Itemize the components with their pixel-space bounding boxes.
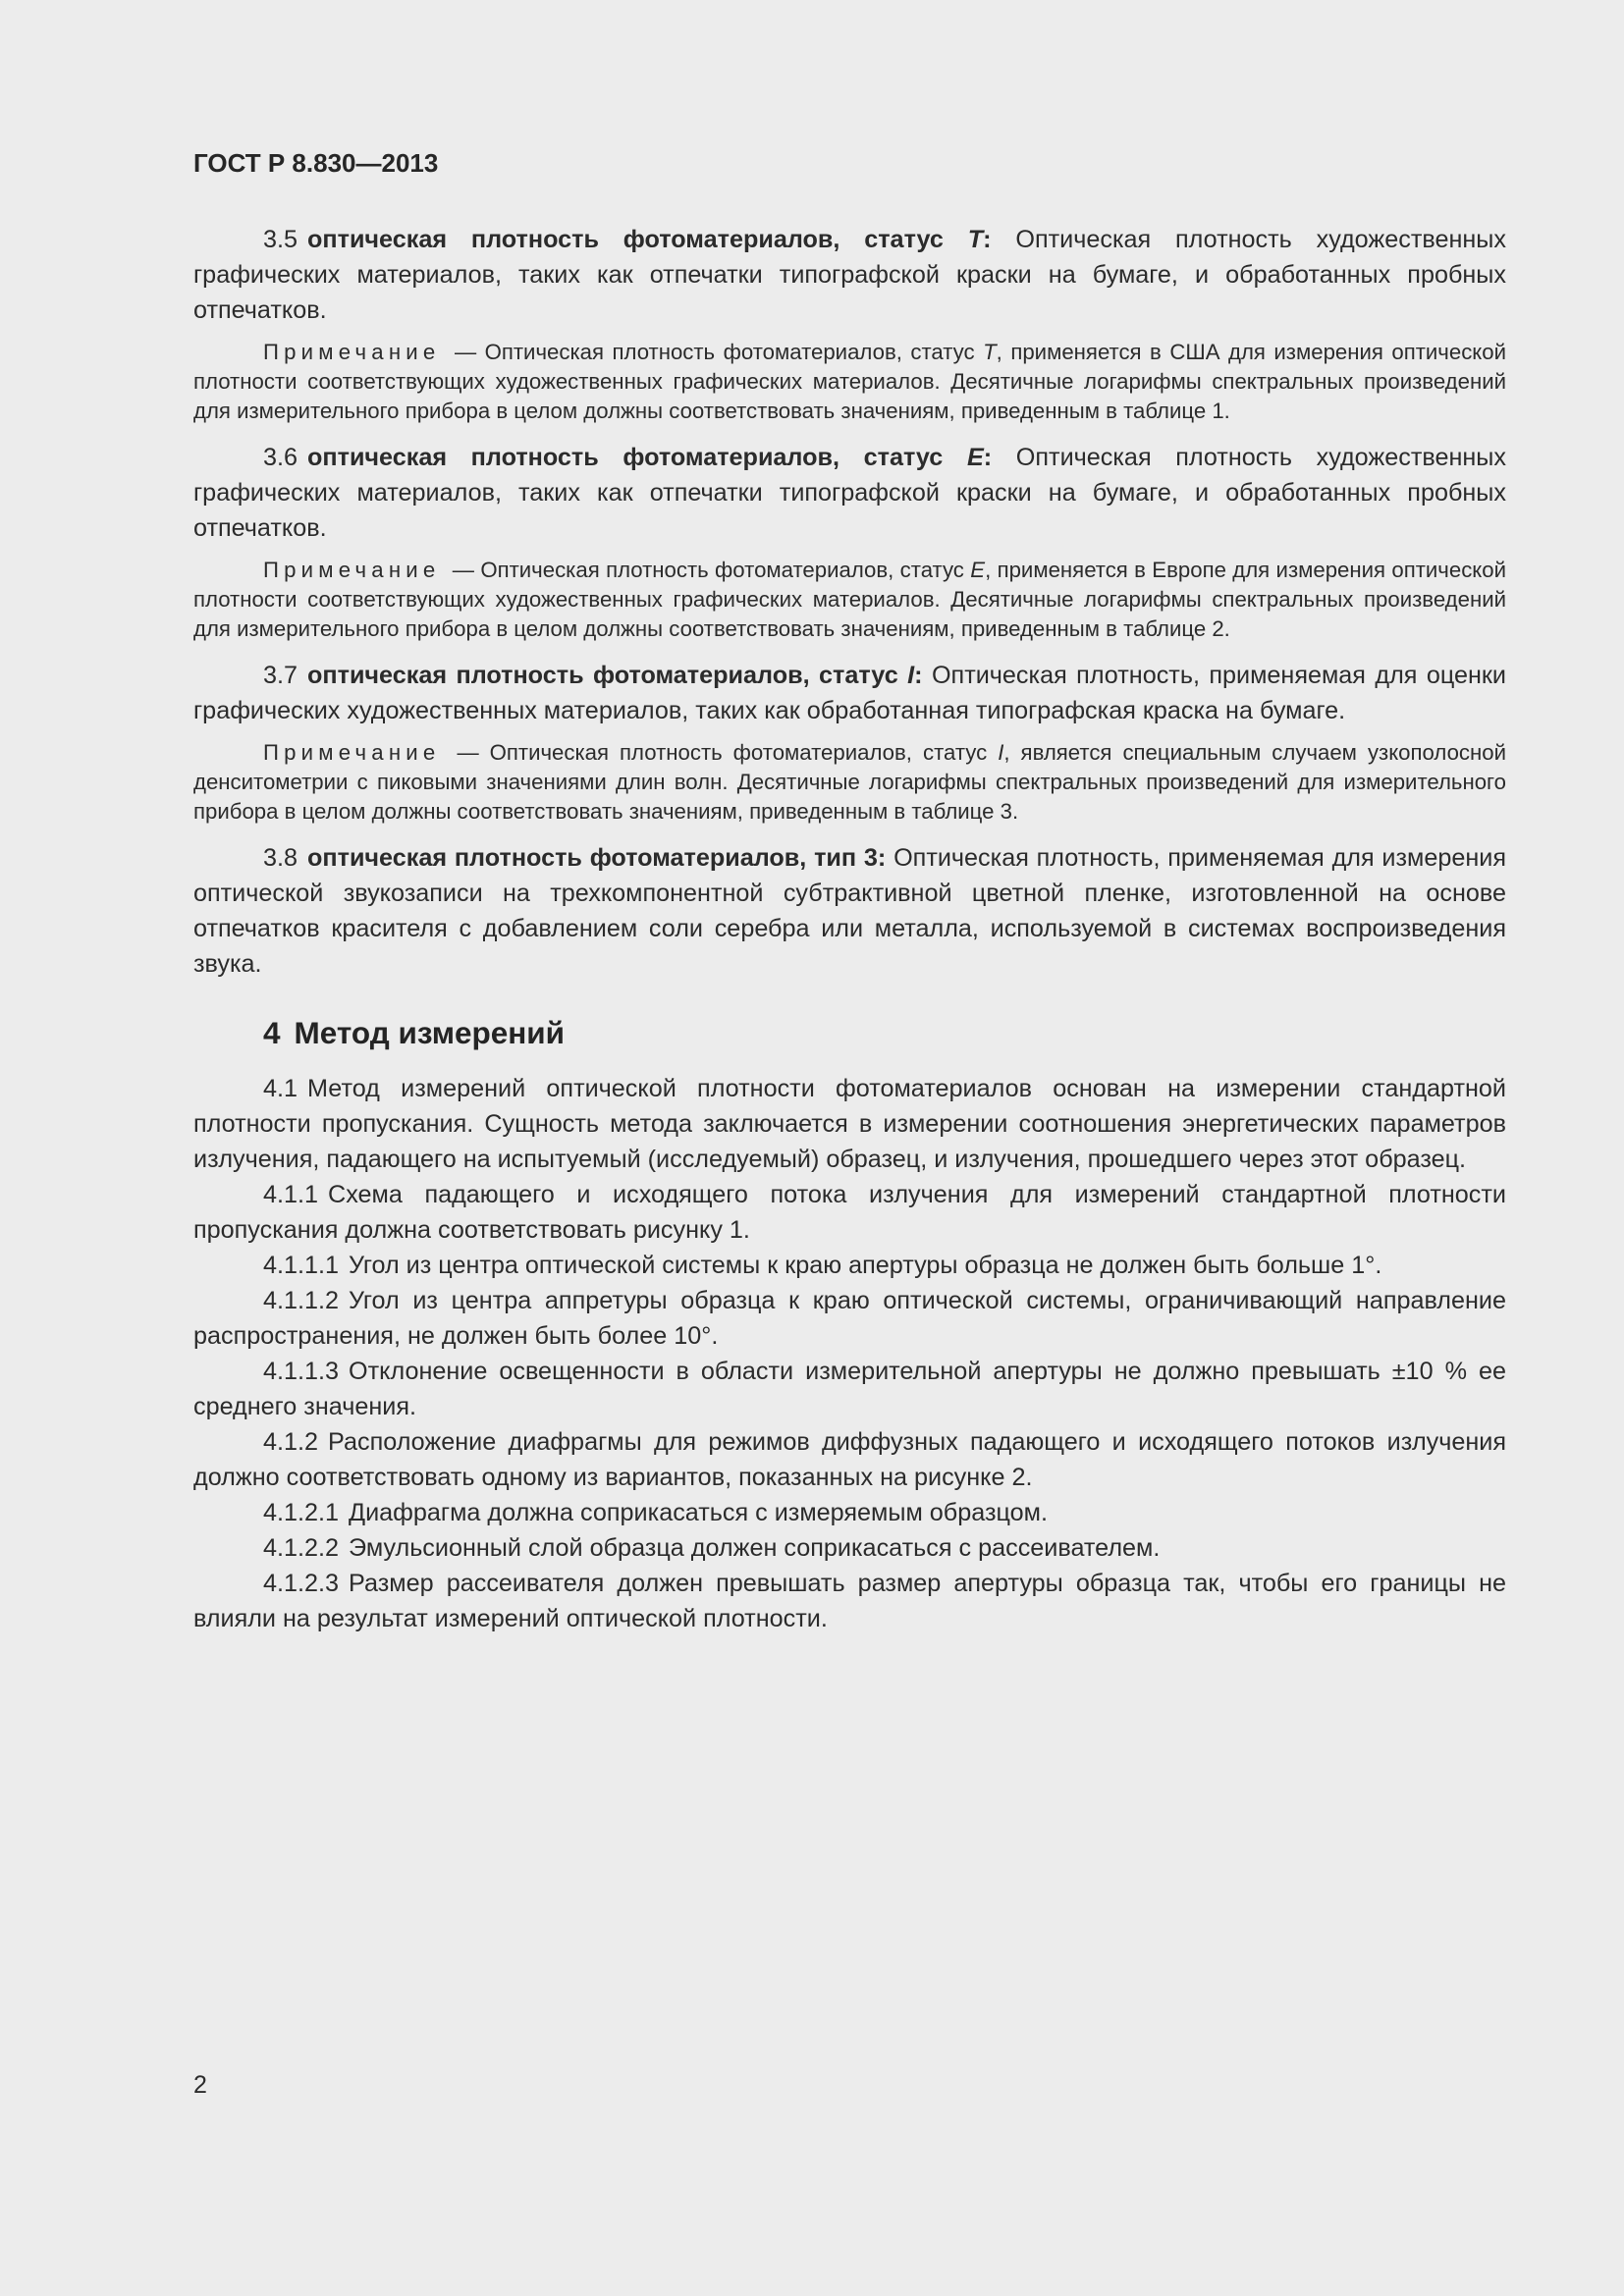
clause-number: 3.8 [263, 844, 298, 872]
definition-text: Оптическая плотность, применяемая для оценки графических художественных материалов, таких как обработанная типографская краска на бумаге. [193, 662, 1507, 724]
clause-number: 4.1.1.1 [263, 1252, 340, 1279]
clause-paragraph [193, 1424, 1506, 1495]
clause-paragraph [193, 1566, 1506, 1636]
note-label: Примечание [263, 740, 441, 765]
definition-3-7 [193, 658, 1506, 728]
section-title: Метод измерений [294, 1015, 566, 1050]
note-3-7: Примечание — Оптическая плотность фотоматериалов, статус I, является специальным случаем узкополосной денситометрии с пиковыми значениями длин волн. Десятичные логарифмы спектральных произведений для измерительного прибора в целом должны соответствовать значениям, приведенным в таблице 3. [193, 740, 1506, 824]
clause-number: 4.1.1.2 [263, 1287, 340, 1314]
clause-number: 4.1.1 [263, 1181, 319, 1208]
note-3-6: Примечание — Оптическая плотность фотоматериалов, статус E, применяется в Европе для измерения оптической плотности соответствующих художественных графических материалов. Десятичные логарифмы спектральных произведений для измерительного прибора в целом должны соответствовать значениям, приведенным в таблице 2. [193, 558, 1506, 641]
clause-text: Эмульсионный слой образца должен соприкасаться с рассеивателем. [349, 1534, 1161, 1562]
clause-number: 4.1.2.3 [263, 1570, 340, 1597]
page-number: 2 [193, 2071, 207, 2099]
definition-text: Оптическая плотность, применяемая для измерения оптической звукозаписи на трехкомпонентной субтрактивной цветной пленке, изготовленной на основе отпечатков красителя с добавлением соли серебра или металла, используемой в системах воспроизведения звука. [193, 844, 1506, 978]
term: оптическая плотность фотоматериалов, тип 3: [307, 844, 887, 872]
clause-text: Угол из центра оптической системы к краю апертуры образца не должен быть больше 1°. [349, 1252, 1382, 1279]
note-label: Примечание [263, 340, 441, 364]
clause-text: Отклонение освещенности в области измерительной апертуры не должно превышать ±10 % ее среднего значения. [193, 1358, 1506, 1420]
clause-number: 4.1.2.1 [263, 1499, 340, 1526]
clause-number: 4.1.1.3 [263, 1358, 340, 1385]
clause-text: Угол из центра аппретуры образца к краю оптической системы, ограничивающий направление распространения, не должен быть более 10°. [193, 1287, 1506, 1350]
document-body [193, 222, 1506, 1636]
clause-number: 4.1.2.2 [263, 1534, 340, 1562]
clause-text: Размер рассеивателя должен превышать размер апертуры образца так, чтобы его границы не влияли на результат измерений оптической плотности. [193, 1570, 1506, 1632]
clause-paragraph [193, 1248, 1506, 1283]
clause-paragraph [193, 1177, 1506, 1248]
clause-paragraph [193, 1354, 1506, 1424]
definition-3-6 [193, 440, 1506, 546]
term: оптическая плотность фотоматериалов, статус T: [307, 226, 992, 253]
clause-number: 4.1.2 [263, 1428, 319, 1456]
clause-paragraph [193, 1495, 1506, 1530]
clause-number: 4.1 [263, 1075, 298, 1102]
section-number: 4 [263, 1015, 281, 1050]
definition-text: Оптическая плотность художественных графических материалов, таких как отпечатки типографской краски на бумаге, и обработанных пробных отпечатков. [193, 444, 1507, 542]
clause-text: Диафрагма должна соприкасаться с измеряемым образцом. [349, 1499, 1048, 1526]
note-3-5: Примечание — Оптическая плотность фотоматериалов, статус T, применяется в США для измерения оптической плотности соответствующих художественных графических материалов. Десятичные логарифмы спектральных произведений для измерительного прибора в целом должны соответствовать значениям, приведенным в таблице 1. [193, 340, 1506, 423]
term: оптическая плотность фотоматериалов, статус E: [307, 444, 993, 471]
definition-3-8 [193, 840, 1506, 982]
term: оптическая плотность фотоматериалов, статус I: [307, 662, 923, 689]
section-heading [193, 1015, 1506, 1051]
clause-number: 3.6 [263, 444, 298, 471]
clause-number: 3.5 [263, 226, 298, 253]
clause-number: 3.7 [263, 662, 298, 689]
document-header: ГОСТ Р 8.830—2013 [193, 148, 439, 178]
clause-paragraph [193, 1530, 1506, 1566]
definition-3-5 [193, 222, 1506, 328]
clause-text: Расположение диафрагмы для режимов диффузных падающего и исходящего потоков излучения должно соответствовать одному из вариантов, показанных на рисунке 2. [193, 1428, 1506, 1491]
clause-paragraph [193, 1283, 1506, 1354]
clause-text: Метод измерений оптической плотности фотоматериалов основан на измерении стандартной плотности пропускания. Сущность метода заключается в измерении соотношения энергетических параметров излучения, падающего на испытуемый (исследуемый) образец, и излучения, прошедшего через этот образец. [193, 1075, 1506, 1173]
clause-text: Схема падающего и исходящего потока излучения для измерений стандартной плотности пропускания должна соответствовать рисунку 1. [193, 1181, 1506, 1244]
clause-paragraph [193, 1071, 1506, 1177]
definition-text: Оптическая плотность художественных графических материалов, таких как отпечатки типографской краски на бумаге, и обработанных пробных отпечатков. [193, 226, 1507, 324]
note-label: Примечание [263, 558, 441, 582]
